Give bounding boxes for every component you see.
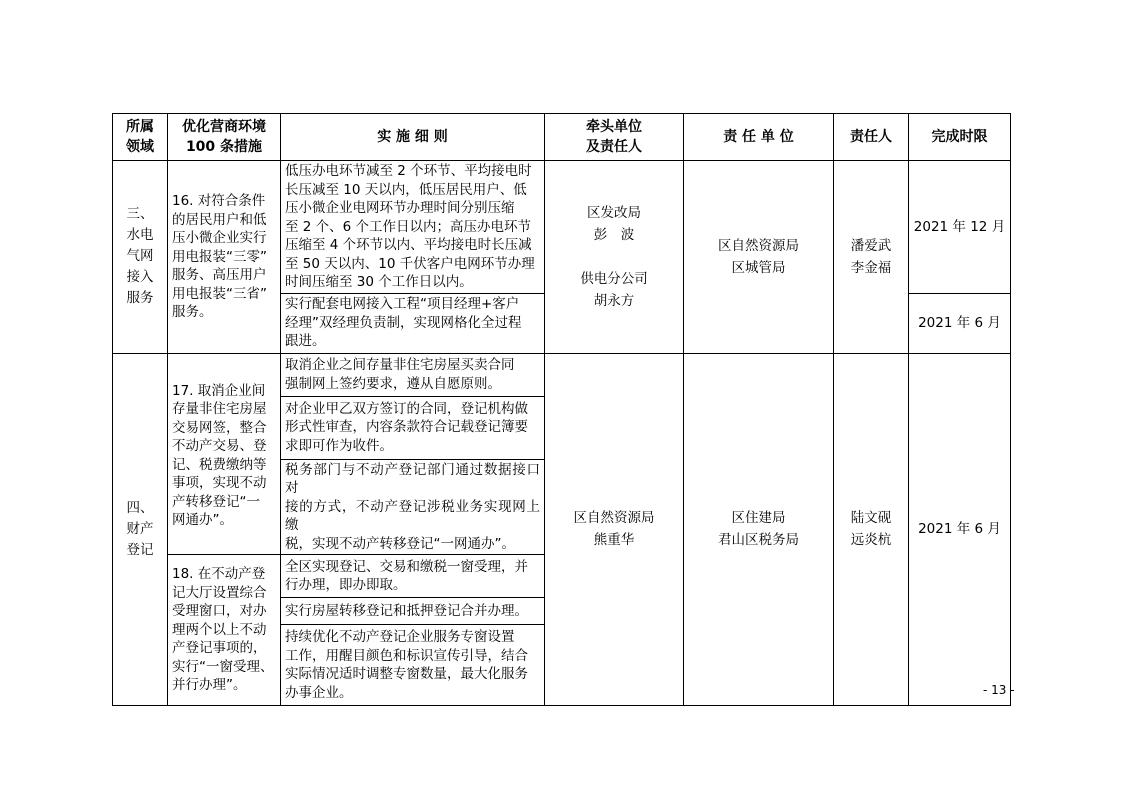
lead-cell: 区自然资源局 熊重华 (545, 353, 684, 706)
detail-cell: 取消企业之间存量非住宅房屋买卖合同 强制网上签约要求，遵从自愿原则。 (281, 353, 545, 396)
detail-cell: 持续优化不动产登记企业服务专窗设置 工作，用醒目颜色和标识宣传引导，结合 实际情况适时调整专窗数量，最大化服务 办事企业。 (281, 625, 545, 706)
deadline-cell: 2021 年 6 月 (909, 293, 1011, 353)
page-number: - 13 - (983, 683, 1015, 697)
measure-cell: 18. 在不动产登 记大厅设置综合 受理窗口，对办 理两个以上不动 产登记事项的， 实行“一窗受理、 并行办理”。 (168, 555, 281, 706)
header-lead: 牵头单位 及责任人 (545, 114, 684, 161)
domain-cell: 四、 财产 登记 (113, 353, 168, 706)
measure-cell: 17. 取消企业间 存量非住宅房屋 交易网签，整合 不动产交易、登 记、税费缴纳等 事项，实现不动 产转移登记“一 网通办”。 (168, 353, 281, 555)
header-domain: 所属 领域 (113, 114, 168, 161)
table-row (113, 161, 1011, 294)
table-row (113, 353, 1011, 396)
responsible-unit-cell: 区自然资源局 区城管局 (684, 161, 834, 354)
header-row (113, 114, 1011, 161)
header-details: 实 施 细 则 (281, 114, 545, 161)
responsible-person-cell: 潘爱武 李金福 (834, 161, 909, 354)
responsible-unit-cell: 区住建局 君山区税务局 (684, 353, 834, 706)
detail-cell: 实行房屋转移登记和抵押登记合并办理。 (281, 598, 545, 625)
detail-cell: 税务部门与不动产登记部门通过数据接口对 接的方式，不动产登记涉税业务实现网上缴 税，实现不动产转移登记“一网通办”。 (281, 459, 545, 555)
detail-cell: 实行配套电网接入工程“项目经理+客户 经理”双经理负责制，实现网格化全过程 跟进。 (281, 293, 545, 353)
domain-cell: 三、 水电 气网 接入 服务 (113, 161, 168, 354)
detail-cell: 低压办电环节减至 2 个环节、平均接电时 长压减至 10 天以内，低压居民用户、低 压小微企业电网环节办理时间分别压缩 至 2 个、6 个工作日以内；高压办电环节 压缩至 4 个环节以内、平均接电时长压减 至 50 天以内、10 千伏客户电网环节办理 时间压缩至 30 个工作日以内。 (281, 161, 545, 294)
header-responsible-person: 责任人 (834, 114, 909, 161)
deadline-cell: 2021 年 6 月 (909, 353, 1011, 706)
header-responsible-unit: 责 任 单 位 (684, 114, 834, 161)
deadline-cell: 2021 年 12 月 (909, 161, 1011, 294)
detail-cell: 全区实现登记、交易和缴税一窗受理，并 行办理，即办即取。 (281, 555, 545, 598)
responsible-person-cell: 陆文砚 远炎杭 (834, 353, 909, 706)
lead-cell: 区发改局 彭 波 供电分公司 胡永方 (545, 161, 684, 354)
header-measures: 优化营商环境 100 条措施 (168, 114, 281, 161)
header-deadline: 完成时限 (909, 114, 1011, 161)
detail-cell: 对企业甲乙双方签订的合同，登记机构做 形式性审查，内容条款符合记载登记簿要 求即可作为收件。 (281, 396, 545, 459)
measures-table (112, 113, 1011, 706)
measure-cell: 16. 对符合条件 的居民用户和低 压小微企业实行 用电报装“三零” 服务、高压用户 用电报装“三省” 服务。 (168, 161, 281, 354)
